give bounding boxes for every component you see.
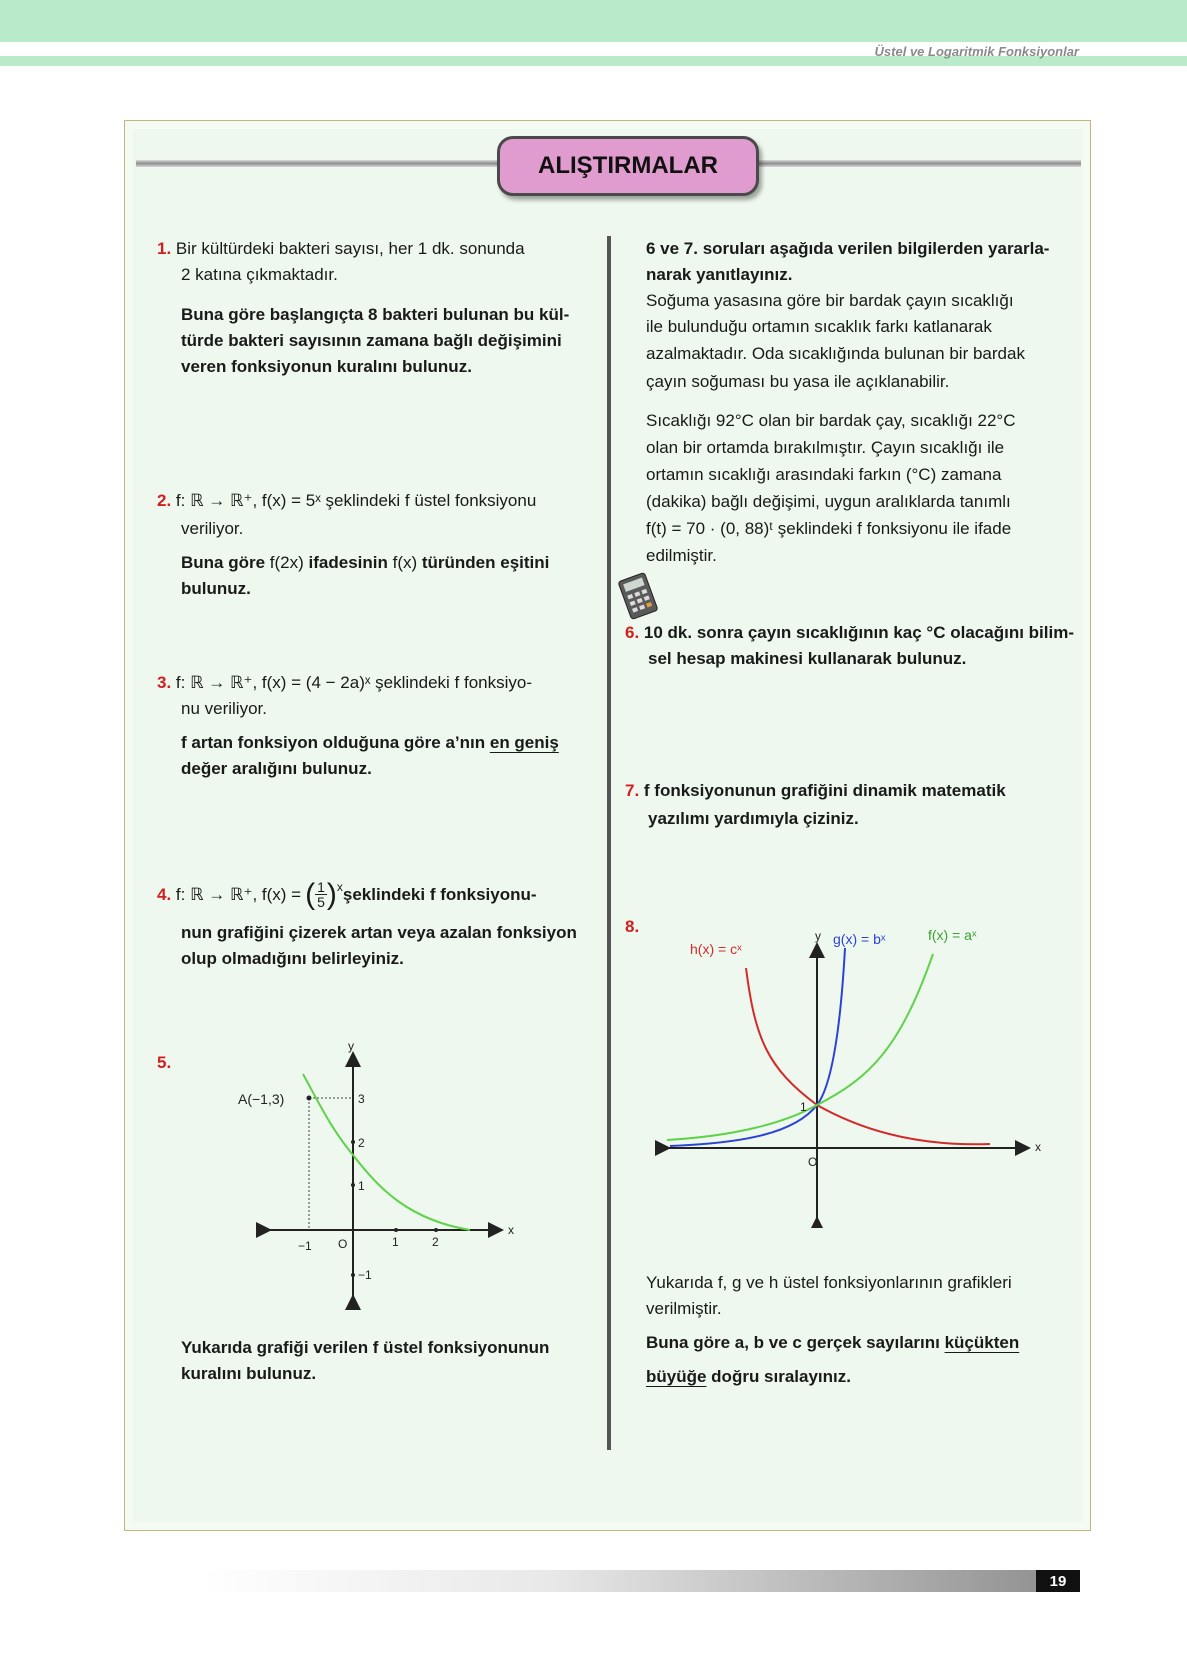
- q2-number: 2.: [157, 491, 172, 510]
- column-divider: [607, 236, 611, 1450]
- top-band: [0, 0, 1187, 42]
- q67-p1: Soğuma yasasına göre bir bardak çayın sıcaklığı: [646, 291, 1014, 310]
- q5-ytick-2: 2: [358, 1136, 365, 1150]
- q67-intro2: narak yanıtlayınız.: [646, 265, 793, 284]
- g-label: g(x) = bˣ: [833, 931, 886, 947]
- q4-bold2: nun grafiğini çizerek artan veya azalan fonksiyon: [181, 923, 577, 942]
- section-title: Üstel ve Logaritmik Fonksiyonlar: [874, 44, 1079, 59]
- q1-number: 1.: [157, 239, 172, 258]
- q5-ytick-3: 3: [358, 1092, 365, 1106]
- q67-p3: azalmaktadır. Oda sıcaklığında bulunan bir bardak: [646, 344, 1025, 363]
- footer-bar: [200, 1570, 1080, 1592]
- q67-p10: edilmiştir.: [646, 546, 717, 565]
- q1-bold1: Buna göre başlangıçta 8 bakteri bulunan bu kül-: [181, 305, 570, 324]
- q7-number: 7.: [625, 781, 640, 800]
- q8-bold1: Buna göre a, b ve c gerçek sayılarını küçükten: [646, 1333, 1020, 1352]
- q3-number: 3.: [157, 673, 172, 692]
- q67-intro1: 6 ve 7. soruları aşağıda verilen bilgilerden yararla-: [646, 239, 1050, 258]
- q5-x-label: x: [508, 1223, 514, 1237]
- h-curve: [746, 968, 990, 1144]
- q5-number: 5.: [157, 1053, 172, 1072]
- q5-xtick-1: 1: [392, 1235, 399, 1249]
- q6-line1: 6. 10 dk. sonra çayın sıcaklığının kaç °C olacağını bilim-: [625, 623, 1074, 642]
- g-curve: [670, 948, 845, 1146]
- q5-xtick-neg1: −1: [298, 1239, 312, 1253]
- q5-origin: O: [338, 1237, 348, 1251]
- q8-y-label: y: [815, 929, 821, 943]
- q4-line1: 4. f: ℝ → ℝ⁺, f(x) = ( $\frac{1}{5}$ ) $^x$ şeklindeki f fonksiyonu-: [157, 877, 537, 911]
- f-label: f(x) = aˣ: [928, 927, 977, 943]
- q2-bold2: bulunuz.: [181, 579, 251, 598]
- q4-fraction: $\frac{1}{5}$: [317, 879, 325, 910]
- q4-bold3: olup olmadığını belirleyiniz.: [181, 949, 404, 968]
- q8-bold2: büyüğe doğru sıralayınız.: [646, 1367, 851, 1386]
- q8-number: 8.: [625, 917, 640, 936]
- q8-x-label: x: [1035, 1140, 1041, 1154]
- q7-line2: yazılımı yardımıyla çiziniz.: [648, 809, 859, 828]
- q3-line1: 3. f: ℝ → ℝ⁺, f(x) = (4 − 2a)ˣ şeklindeki f fonksiyo-: [157, 673, 533, 692]
- q6-line2: sel hesap makinesi kullanarak bulunuz.: [648, 649, 967, 668]
- q3-line2: nu veriliyor.: [181, 699, 267, 718]
- q5-ytick-neg1: −1: [358, 1268, 372, 1282]
- q67-p9: f(t) = 70 · (0, 88)ᵗ şeklindeki f fonksiyonu ile ifade: [646, 519, 1012, 538]
- q8-line1: Yukarıda f, g ve h üstel fonksiyonlarının grafikleri: [646, 1273, 1012, 1292]
- q67-p8: (dakika) bağlı değişimi, uygun aralıklarda tanımlı: [646, 492, 1011, 511]
- page-number: 19: [1036, 1570, 1080, 1592]
- q8-origin: O: [808, 1155, 818, 1169]
- q5-y-label: y: [348, 1039, 354, 1053]
- q5-ytick-1: 1: [358, 1179, 365, 1193]
- q2-line2: veriliyor.: [181, 519, 244, 538]
- q1-bold2: türde bakteri sayısının zamana bağlı değişimini: [181, 331, 562, 350]
- q7-line1: 7. f fonksiyonunun grafiğini dinamik matematik: [625, 781, 1006, 800]
- q8-line2: verilmiştir.: [646, 1299, 722, 1318]
- q1-line1: 1. Bir kültürdeki bakteri sayısı, her 1 dk. sonunda: [157, 239, 525, 258]
- q67-p7: ortamın sıcaklığı arasındaki farkın (°C) zamana: [646, 465, 1002, 484]
- q5-bold2: kuralını bulunuz.: [181, 1364, 317, 1383]
- q6-number: 6.: [625, 623, 640, 642]
- q1-line2: 2 katına çıkmaktadır.: [181, 265, 338, 284]
- q5-graph: [220, 1030, 520, 1320]
- calculator-icon: [614, 572, 662, 620]
- page-title: ALIŞTIRMALAR: [497, 136, 759, 196]
- q5-point-label: A(−1,3): [238, 1091, 285, 1107]
- q67-p2: ile bulunduğu ortamın sıcaklık farkı katlanarak: [646, 317, 992, 336]
- q3-bold1: f artan fonksiyon olduğuna göre a’nın en geniş: [181, 733, 559, 752]
- q8-graph: [655, 918, 1055, 1228]
- q1-bold3: veren fonksiyonun kuralını bulunuz.: [181, 357, 472, 376]
- q67-p6: olan bir ortamda bırakılmıştır. Çayın sıcaklığı ile: [646, 438, 1005, 457]
- q5-bold1: Yukarıda grafiği verilen f üstel fonksiyonunun: [181, 1338, 550, 1357]
- q5-curve: [303, 1074, 470, 1230]
- q67-p5: Sıcaklığı 92°C olan bir bardak çay, sıcaklığı 22°C: [646, 411, 1016, 430]
- q4-number: 4.: [157, 884, 172, 904]
- q67-p4: çayın soğuması bu yasa ile açıklanabilir.: [646, 372, 950, 391]
- q5-point-a: [307, 1096, 312, 1101]
- q5-xtick-2: 2: [432, 1235, 439, 1249]
- q3-bold2: değer aralığını bulunuz.: [181, 759, 372, 778]
- q2-line1: 2. f: ℝ → ℝ⁺, f(x) = 5ˣ şeklindeki f üstel fonksiyonu: [157, 491, 537, 510]
- h-label: h(x) = cˣ: [690, 941, 742, 957]
- q8-one: 1: [800, 1100, 807, 1114]
- q2-bold1: Buna göre f(2x) ifadesinin f(x) türünden eşitini: [181, 553, 550, 572]
